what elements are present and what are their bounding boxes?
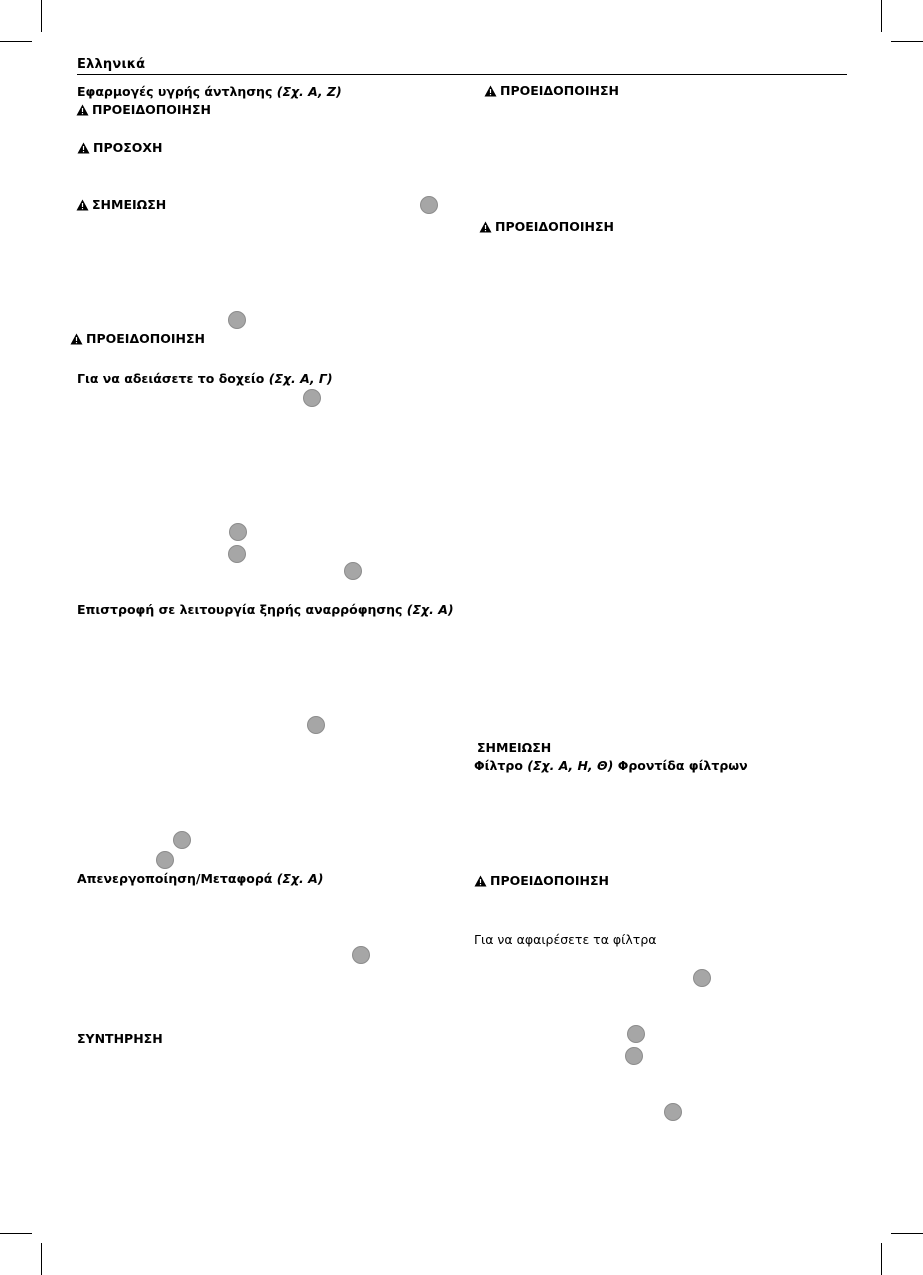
crop-mark	[0, 41, 32, 42]
crop-mark	[0, 1233, 32, 1234]
crop-mark	[891, 1233, 923, 1234]
warning-icon	[76, 199, 89, 211]
filter-care-text: Φροντίδα φίλτρων	[617, 758, 748, 773]
figure-callout-marker	[693, 969, 711, 987]
figure-callout-marker	[173, 831, 191, 849]
note-label: ΣΗΜΕΙΩΣΗ	[477, 740, 552, 755]
empty-tank-heading	[77, 371, 333, 387]
figure-callout-marker	[156, 851, 174, 869]
header-rule	[77, 74, 847, 75]
return-dry-heading-text: Επιστροφή σε λειτουργία ξηρής αναρρόφησης	[77, 602, 403, 617]
figure-callout-marker	[303, 389, 321, 407]
shutdown-heading	[77, 871, 324, 887]
wet-pickup-heading	[77, 84, 342, 100]
warning-text: ΠΡΟΕΙΔΟΠΟΙΗΣΗ	[86, 331, 205, 346]
return-dry-fig-ref: (Σχ. Α)	[406, 602, 454, 617]
crop-mark	[41, 1243, 42, 1275]
figure-callout-marker	[344, 562, 362, 580]
warning-label	[474, 873, 609, 889]
return-dry-heading	[77, 602, 454, 618]
empty-tank-heading-text: Για να αδειάσετε το δοχείο	[77, 371, 265, 386]
crop-mark	[881, 0, 882, 32]
warning-icon	[77, 142, 90, 154]
remove-filters-heading: Για να αφαιρέσετε τα φίλτρα	[474, 932, 657, 947]
warning-text: ΠΡΟΕΙΔΟΠΟΙΗΣΗ	[500, 83, 619, 98]
figure-callout-marker	[229, 523, 247, 541]
figure-callout-marker	[664, 1103, 682, 1121]
warning-text: ΠΡΟΕΙΔΟΠΟΙΗΣΗ	[490, 873, 609, 888]
warning-icon	[484, 85, 497, 97]
wet-pickup-heading-text: Εφαρμογές υγρής άντλησης	[77, 84, 273, 99]
caution-label	[77, 140, 163, 156]
warning-text: ΠΡΟΕΙΔΟΠΟΙΗΣΗ	[495, 219, 614, 234]
figure-callout-marker	[307, 716, 325, 734]
crop-mark	[891, 41, 923, 42]
warning-label	[76, 102, 211, 118]
figure-callout-marker	[627, 1025, 645, 1043]
crop-mark	[881, 1243, 882, 1275]
empty-tank-fig-ref: (Σχ. Α, Γ)	[268, 371, 333, 386]
warning-label	[70, 331, 205, 347]
wet-pickup-fig-ref: (Σχ. Α, Ζ)	[276, 84, 342, 99]
figure-callout-marker	[420, 196, 438, 214]
warning-text: ΠΡΟΕΙΔΟΠΟΙΗΣΗ	[92, 102, 211, 117]
filter-fig-ref: (Σχ. Α, Η, Θ)	[527, 758, 614, 773]
figure-callout-marker	[228, 311, 246, 329]
warning-icon	[474, 875, 487, 887]
note-text: ΣΗΜΕΙΩΣΗ	[92, 197, 167, 212]
warning-icon	[479, 221, 492, 233]
language-label: Ελληνικά	[77, 57, 146, 72]
crop-mark	[41, 0, 42, 32]
caution-text: ΠΡΟΣΟΧΗ	[93, 140, 163, 155]
warning-icon	[70, 333, 83, 345]
warning-icon	[76, 104, 89, 116]
filter-heading	[474, 758, 748, 774]
figure-callout-marker	[228, 545, 246, 563]
shutdown-fig-ref: (Σχ. Α)	[276, 871, 324, 886]
shutdown-heading-text: Απενεργοποίηση/Μεταφορά	[77, 871, 273, 886]
note-label	[76, 197, 166, 213]
maintenance-heading: ΣΥΝΤΗΡΗΣΗ	[77, 1031, 163, 1046]
filter-heading-text: Φίλτρο	[474, 758, 523, 773]
figure-callout-marker	[352, 946, 370, 964]
figure-callout-marker	[625, 1047, 643, 1065]
warning-label	[479, 219, 614, 235]
warning-label	[484, 83, 619, 99]
